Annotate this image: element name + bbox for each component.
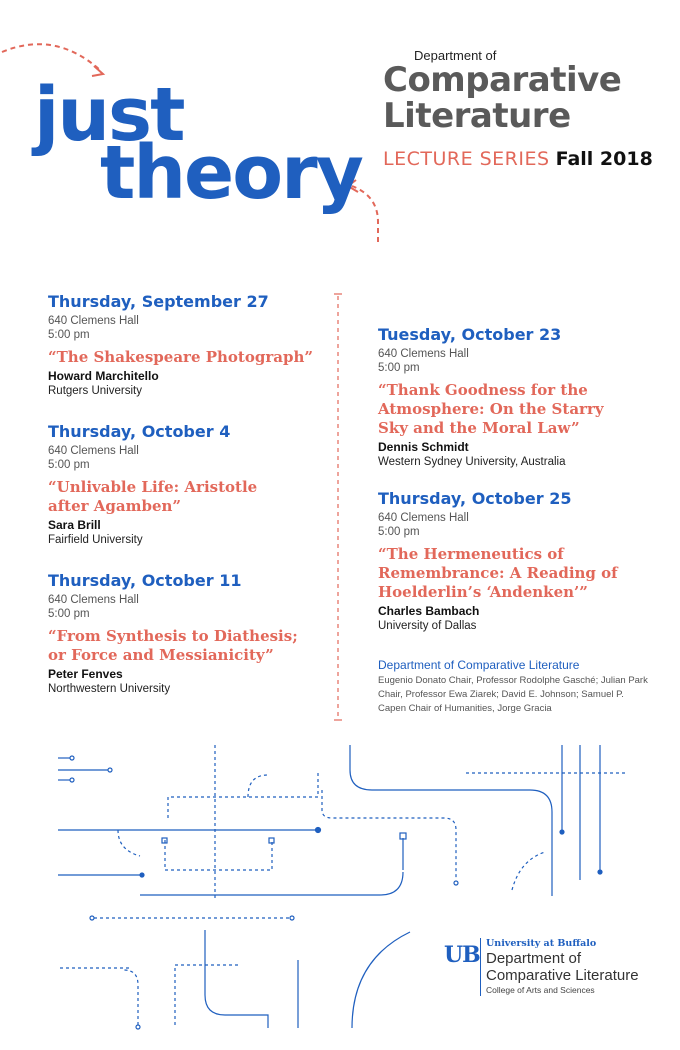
department-name-line1: Comparative: [383, 60, 622, 100]
faculty-list: Eugenio Donato Chair, Professor Rodolphe Gasché; Julian Park Chair, Professor Ewa Ziarek; David E. Johnson; Samuel P. Capen Chair of Humanities, Jorge Gracia: [378, 675, 648, 714]
department-name: [383, 62, 621, 134]
event-title: “Unlivable Life: Aristotle after Agamben”: [48, 478, 258, 515]
event-time: 5:00 pm: [378, 362, 420, 374]
event-affiliation: Northwestern University: [48, 683, 171, 695]
event-title: “From Synthesis to Diathesis; or Force and Messianicity”: [48, 627, 298, 664]
event-block: [378, 325, 623, 469]
event-title: “The Shakespeare Photograph”: [48, 348, 313, 366]
event-block: [48, 571, 318, 696]
event-room: 640 Clemens Hall: [378, 348, 469, 360]
event-date: Thursday, September 27: [48, 292, 269, 311]
season-label: Fall 2018: [555, 148, 653, 170]
series-logo-theory: theory: [100, 130, 362, 216]
event-time: 5:00 pm: [48, 608, 90, 620]
ub-logo-icon: UB: [444, 942, 480, 968]
event-room: 640 Clemens Hall: [48, 445, 139, 457]
college-name: College of Arts and Sciences: [486, 985, 595, 995]
event-speaker: Charles Bambach: [378, 604, 480, 618]
event-date: Tuesday, October 23: [378, 325, 562, 344]
dept-of-label: Department of: [414, 48, 497, 63]
event-room: 640 Clemens Hall: [378, 512, 469, 524]
event-date: Thursday, October 25: [378, 489, 572, 508]
event-date: Thursday, October 11: [48, 571, 242, 590]
department-name-line2: Literature: [383, 96, 571, 136]
event-room: 640 Clemens Hall: [48, 315, 139, 327]
event-block: [48, 292, 338, 398]
event-time: 5:00 pm: [378, 526, 420, 538]
event-speaker: Howard Marchitello: [48, 369, 159, 383]
event-time: 5:00 pm: [48, 459, 90, 471]
series-logo-just: just: [34, 72, 184, 158]
event-speaker: Sara Brill: [48, 518, 101, 532]
event-block: [48, 422, 288, 547]
footer-dept-line2: Comparative Literature: [486, 967, 639, 984]
series-line: [383, 148, 653, 170]
event-affiliation: Rutgers University: [48, 385, 142, 397]
footer-dept-line1: Department of: [486, 950, 582, 967]
event-date: Thursday, October 4: [48, 422, 231, 441]
logo-divider: [480, 938, 481, 996]
university-name: University at Buffalo: [486, 938, 597, 949]
event-block: [378, 489, 628, 633]
event-speaker: Peter Fenves: [48, 667, 123, 681]
faculty-heading: Department of Comparative Literature: [378, 658, 580, 672]
event-time: 5:00 pm: [48, 329, 90, 341]
event-title: “The Hermeneutics of Remembrance: A Reading of Hoelderlin’s ‘Andenken’”: [378, 545, 618, 601]
event-affiliation: University of Dallas: [378, 620, 477, 632]
footer-department-name: [486, 950, 639, 984]
event-speaker: Dennis Schmidt: [378, 440, 469, 454]
event-affiliation: Western Sydney University, Australia: [378, 456, 566, 468]
lecture-series-label: LECTURE SERIES: [383, 148, 550, 170]
event-title: “Thank Goodness for the Atmosphere: On the Starry Sky and the Moral Law”: [378, 381, 604, 437]
event-affiliation: Fairfield University: [48, 534, 143, 546]
event-room: 640 Clemens Hall: [48, 594, 139, 606]
